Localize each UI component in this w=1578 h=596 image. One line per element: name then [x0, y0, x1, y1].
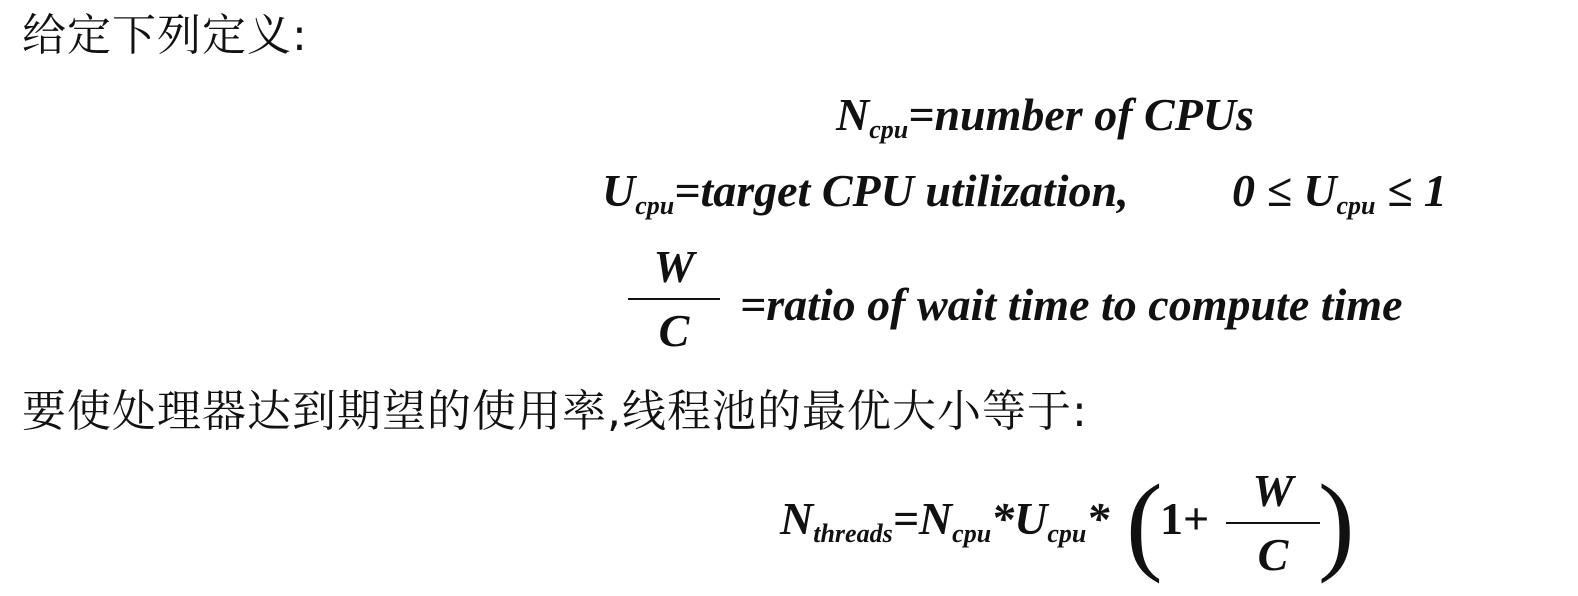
wc-definition: =ratio of wait time to compute time — [740, 279, 1403, 330]
ncpu-definition: =number of CPUs — [908, 89, 1254, 140]
ucpu-symbol: U — [602, 165, 636, 216]
range-lower: 0 ≤ — [1232, 165, 1304, 216]
multiply-2: * — [1086, 493, 1110, 544]
range-upper: ≤ 1 — [1375, 165, 1447, 216]
ucpu-subscript: cpu — [635, 191, 675, 220]
definition-ncpu — [836, 89, 1254, 144]
ucpu-range — [1232, 165, 1447, 220]
nthreads-symbol: N — [780, 493, 814, 544]
wc-fraction — [628, 241, 720, 356]
result-text: 要使处理器达到期望的使用率,线程池的最优大小等于: — [22, 386, 1088, 437]
ucpu-definition: =target CPU utilization, — [674, 165, 1129, 216]
nthreads-formula — [780, 493, 1110, 548]
ucpu-symbol-2: U — [1014, 493, 1048, 544]
fraction-bar — [628, 298, 720, 300]
range-var: U — [1303, 165, 1337, 216]
final-wc-fraction — [1226, 465, 1320, 580]
final-fraction-bar — [1226, 522, 1320, 524]
final-numerator: W — [1252, 465, 1294, 516]
one-plus: 1+ — [1160, 493, 1210, 544]
intro-text: 给定下列定义: — [22, 10, 308, 61]
ncpu-subscript-2: cpu — [952, 519, 992, 548]
multiply-1: * — [991, 493, 1015, 544]
ncpu-subscript: cpu — [869, 115, 909, 144]
wc-numerator: W — [653, 241, 695, 292]
ucpu-subscript-2: cpu — [1047, 519, 1087, 548]
range-var-subscript: cpu — [1336, 191, 1376, 220]
definition-ucpu — [602, 165, 1129, 220]
equals-sign: = — [892, 493, 919, 544]
wc-denominator: C — [658, 305, 690, 356]
nthreads-subscript: threads — [813, 519, 893, 548]
ncpu-symbol: N — [836, 89, 870, 140]
left-paren: ( — [1126, 462, 1163, 584]
final-denominator: C — [1257, 529, 1289, 580]
right-paren: ) — [1318, 462, 1355, 584]
ncpu-symbol-2: N — [918, 493, 953, 544]
